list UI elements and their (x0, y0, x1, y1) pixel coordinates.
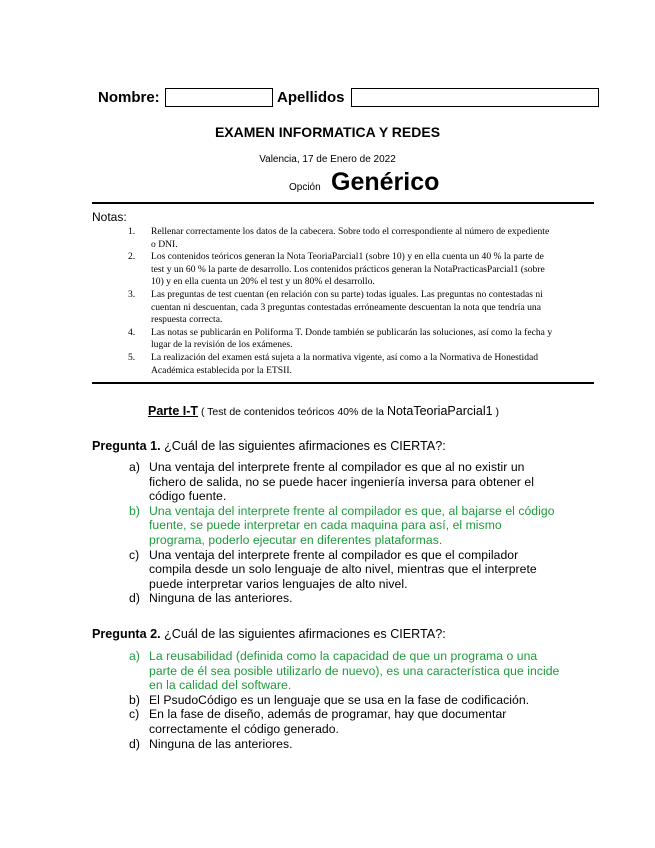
surname-label: Apellidos (277, 89, 345, 106)
answer-option[interactable]: d) Ninguna de las anteriores. (129, 736, 293, 751)
answer-option[interactable]: d) Ninguna de las anteriores. (129, 591, 293, 606)
question-1-options (129, 460, 561, 606)
question-text: ¿Cuál de las siguientes afirmaciones es CIERTA?: (164, 439, 446, 453)
part-grade-name: NotaTeoriaParcial1 (386, 404, 493, 418)
answer-option[interactable]: c) En la fase de diseño, además de programar, hay que documentar correctamente el código generado. (129, 707, 507, 736)
question-label: Pregunta 1. (92, 439, 161, 453)
note-item: 1. Rellenar correctamente los datos de la cabecera. Sobre todo el correspondiente al número de expediente o DNI. (128, 226, 550, 250)
part-close: ) (495, 406, 499, 418)
answer-option-correct[interactable]: a) La reusabilidad (definida como la capacidad de que un programa o una parte de él sea posible utilizarlo de nuevo), es una característica que incide en la calidad del software. (129, 649, 560, 693)
exam-date: Valencia, 17 de Enero de 2022 (259, 154, 396, 165)
part-title: Parte I-T (148, 404, 199, 418)
name-field[interactable] (165, 88, 273, 107)
name-label: Nombre: (98, 89, 160, 106)
notes-divider (92, 382, 594, 384)
option-label: Opción (289, 182, 321, 193)
exam-title: EXAMEN INFORMATICA Y REDES (214, 124, 441, 140)
answer-option[interactable]: a) Una ventaja del interprete frente al compilador es que al no existir un fichero de salida, no se puede hacer ingeniería inversa para obtener el código fuente. (129, 460, 534, 504)
question-1 (92, 439, 446, 453)
notes-list (128, 226, 554, 377)
surname-field[interactable] (351, 88, 599, 107)
notes-title: Notas: (92, 210, 127, 224)
note-item: 5. La realización del examen está sujeta a la normativa vigente, así como a la Normativa de Honestidad Académica establecida por la ETSII. (128, 351, 539, 376)
part-description: ( Test de contenidos teóricos 40% de la (200, 406, 385, 418)
answer-option[interactable]: b) El PsudoCódigo es un lenguaje que se usa en la fase de codificación. (129, 692, 530, 707)
question-label: Pregunta 2. (92, 627, 161, 641)
option-value: Genérico (331, 168, 440, 196)
answer-option[interactable]: c) Una ventaja del interprete frente al compilador es que el compilador compila desde un solo lenguaje de alto nivel, mientras que el interprete puede interpretar varios lenguajes de alto nivel. (129, 547, 537, 591)
question-2 (92, 627, 446, 641)
question-text: ¿Cuál de las siguientes afirmaciones es CIERTA?: (164, 627, 446, 641)
note-item: 4. Las notas se publicarán en Poliforma T. Donde también se publicarán las soluciones, así como la fecha y lugar de la revisión de los exámenes. (128, 326, 553, 351)
top-divider (92, 202, 594, 204)
note-item: 2. Los contenidos teóricos generan la Nota TeoriaParcial1 (sobre 10) y en ella cuenta un 40 % la parte de test y un 60 % la parte de desarrollo. Los contenidos prácticos generan la NotaPracticasParcial1 (sobre 10) y en ella cuenta un 20% el test y un 80% el desarrollo. (128, 251, 545, 288)
part-header (148, 404, 499, 418)
answer-option-correct[interactable]: b) Una ventaja del interprete frente al compilador es que, al bajarse el código fuente, se puede interpretar en cada maquina para así, el mismo programa, poderlo ejecutar en diferentes plataformas. (129, 503, 555, 547)
note-item: 3. Las preguntas de test cuentan (en relación con su parte) todas iguales. Las preguntas no contestadas ni cuentan ni descuentan, cada 3 preguntas contestadas erróneamente descuentan la nota que tendría una respuesta correcta. (128, 288, 543, 326)
question-2-options (129, 649, 561, 751)
